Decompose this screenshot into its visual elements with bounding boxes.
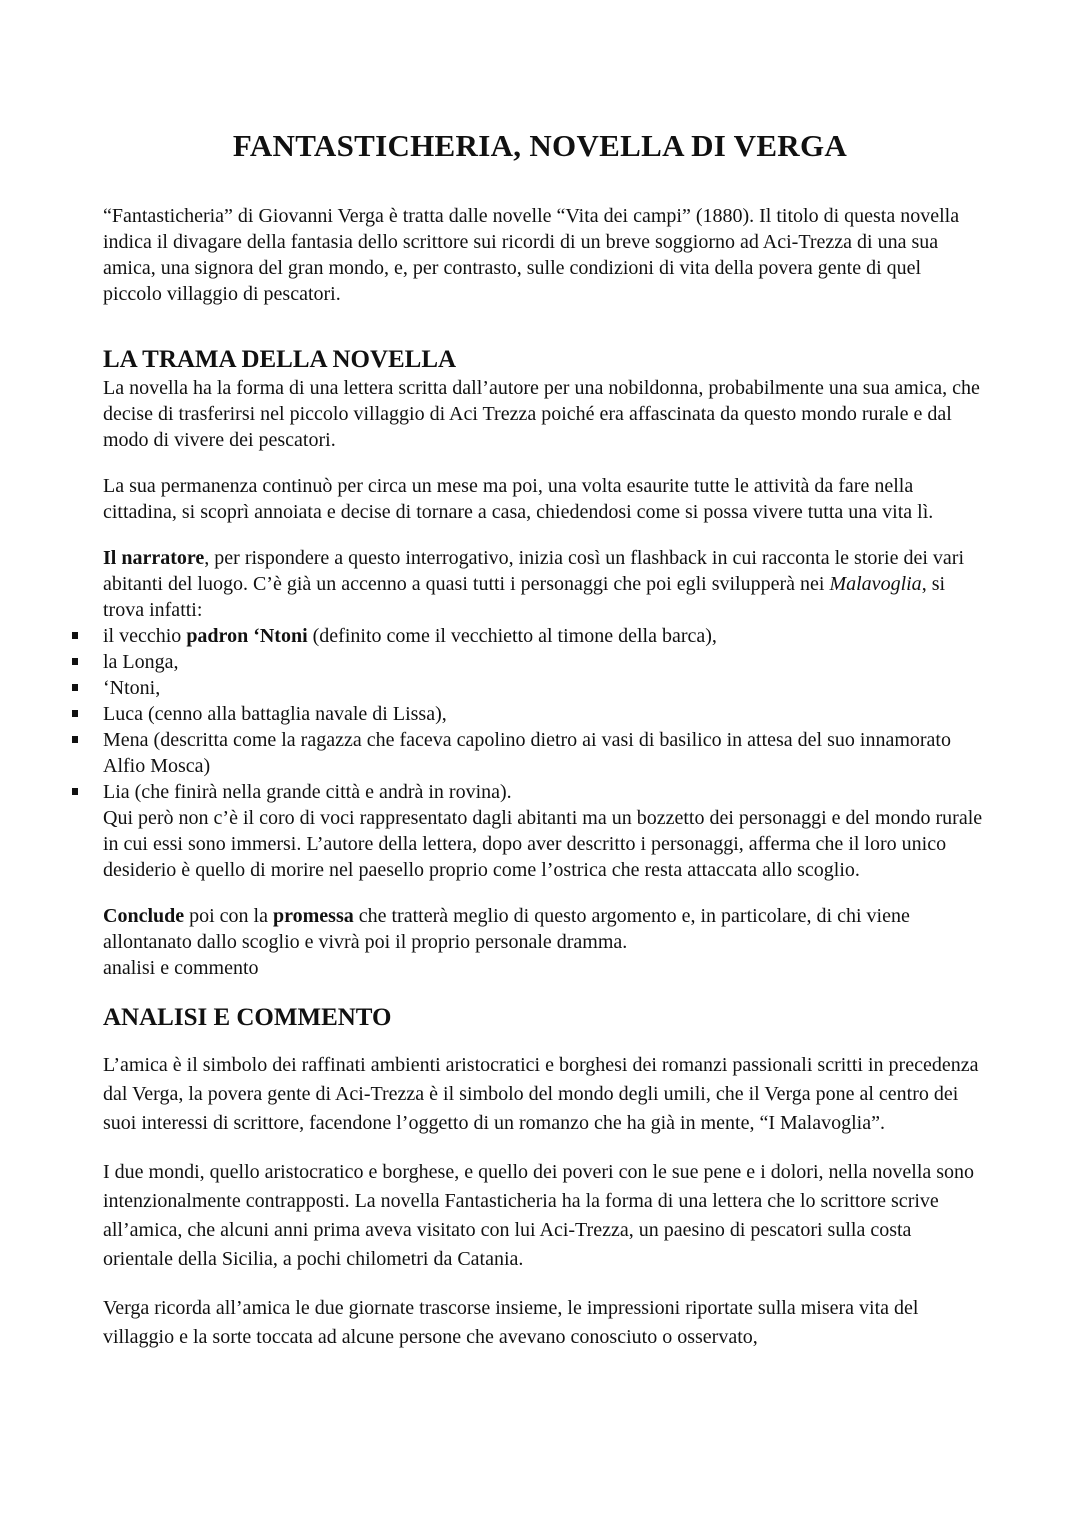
analisi-paragraph-2: I due mondi, quello aristocratico e borghese, e quello dei poveri con le sue pene e i dolori, nella novella sono intenzionalmente contrapposti. La novella Fantasticheria ha la forma di una lettera che lo scrittore scrive all’amica, che alcuni anni prima aveva visitato con lui Aci-Trezza, un paesino di pescatori sulla costa orientale della Sicilia, a pochi chilometri da Catania. bbox=[103, 1161, 975, 1270]
trama-paragraph-6: analisi e commento bbox=[103, 957, 259, 979]
padron-ntoni-bold: padron ‘Ntoni bbox=[186, 625, 308, 647]
trama-paragraph-4: Qui però non c’è il coro di voci rappresentato dagli abitanti ma un bozzetto dei personaggi e del mondo rurale in cui essi sono immersi. L’autore della lettera, dopo aver descritto i personaggi, afferma che il loro unico desiderio è quello di morire nel paesello proprio come l’ostrica che resta attaccata allo scoglio. bbox=[103, 807, 983, 881]
narratore-end: , si trova infatti: bbox=[103, 573, 946, 621]
bullet-icon bbox=[72, 710, 78, 717]
trama-paragraph-3 bbox=[103, 545, 983, 623]
analysis-section bbox=[103, 1051, 983, 1352]
character-list bbox=[103, 623, 983, 805]
malavoglia-italic: Malavoglia bbox=[829, 573, 922, 595]
list-item: la Longa, bbox=[103, 649, 983, 675]
page-title: FANTASTICHERIA, NOVELLA DI VERGA bbox=[232, 128, 848, 163]
section-heading-trama: LA TRAMA DELLA NOVELLA bbox=[103, 346, 457, 373]
document-body bbox=[103, 203, 983, 1352]
list-item: Luca (cenno alla battaglia navale di Lissa), bbox=[103, 701, 983, 727]
trama-paragraph-2: La sua permanenza continuò per circa un mese ma poi, una volta esaurite tutte le attività da fare nella cittadina, si scoprì annoiata e decise di tornare a casa, chiedendosi come si possa vivere tutta una vita lì. bbox=[103, 475, 934, 523]
trama-paragraph-5: Conclude poi con la promessa che tratterà meglio di questo argomento e, in particolare, di chi viene allontanato dallo scoglio e vivrà poi il proprio personale dramma. bbox=[103, 905, 910, 953]
list-item: il vecchio padron ‘Ntoni (definito come il vecchietto al timone della barca), bbox=[103, 623, 983, 649]
analisi-paragraph-1: L’amica è il simbolo dei raffinati ambienti aristocratici e borghesi dei romanzi passionali scritti in precedenza dal Verga, la povera gente di Aci-Trezza è il simbolo del mondo degli umili, che il Verga pone al centro dei suoi interessi di scrittore, facendone l’oggetto di un romanzo che ha già in mente, “I Malavoglia”. bbox=[103, 1054, 979, 1134]
list-item: ‘Ntoni, bbox=[103, 675, 983, 701]
bullet-icon bbox=[72, 658, 78, 665]
trama-paragraph-1: La novella ha la forma di una lettera scritta dall’autore per una nobildonna, probabilmente una sua amica, che decise di trasferirsi nel piccolo villaggio di Aci Trezza poiché era affascinata da questo mondo rurale e dal modo di vivere dei pescatori. bbox=[103, 377, 980, 451]
intro-paragraph: “Fantasticheria” di Giovanni Verga è tratta dalle novelle “Vita dei campi” (1880). Il titolo di questa novella indica il divagare della fantasia dello scrittore sui ricordi di un breve soggiorno ad Aci-Trezza di una sua amica, una signora del gran mondo, e, per contrasto, sulle condizioni di vita della povera gente di quel piccolo villaggio di pescatori. bbox=[103, 205, 960, 305]
analisi-paragraph-3: Verga ricorda all’amica le due giornate trascorse insieme, le impressioni riportate sulla misera vita del villaggio e la sorte toccata ad alcune persone che avevano conosciuto o osservato, bbox=[103, 1297, 919, 1348]
narratore-bold: Il narratore bbox=[103, 547, 205, 569]
list-item: Mena (descritta come la ragazza che faceva capolino dietro ai vasi di basilico in attesa del suo innamorato Alfio Mosca) bbox=[103, 727, 983, 779]
conclude-bold: Conclude bbox=[103, 905, 185, 927]
bullet-icon bbox=[72, 684, 78, 691]
bullet-icon bbox=[72, 736, 78, 743]
promessa-bold: promessa bbox=[273, 905, 354, 927]
section-heading-analisi: ANALISI E COMMENTO bbox=[103, 1004, 392, 1031]
bullet-icon bbox=[72, 788, 78, 795]
list-item: Lia (che finirà nella grande città e andrà in rovina). bbox=[103, 779, 983, 805]
narratore-text: , per rispondere a questo interrogativo, inizia così un flashback in cui racconta le storie dei vari abitanti del luogo. C’è già un accenno a quasi tutti i personaggi che poi egli svilupperà nei bbox=[103, 547, 965, 595]
bullet-icon bbox=[72, 632, 78, 639]
